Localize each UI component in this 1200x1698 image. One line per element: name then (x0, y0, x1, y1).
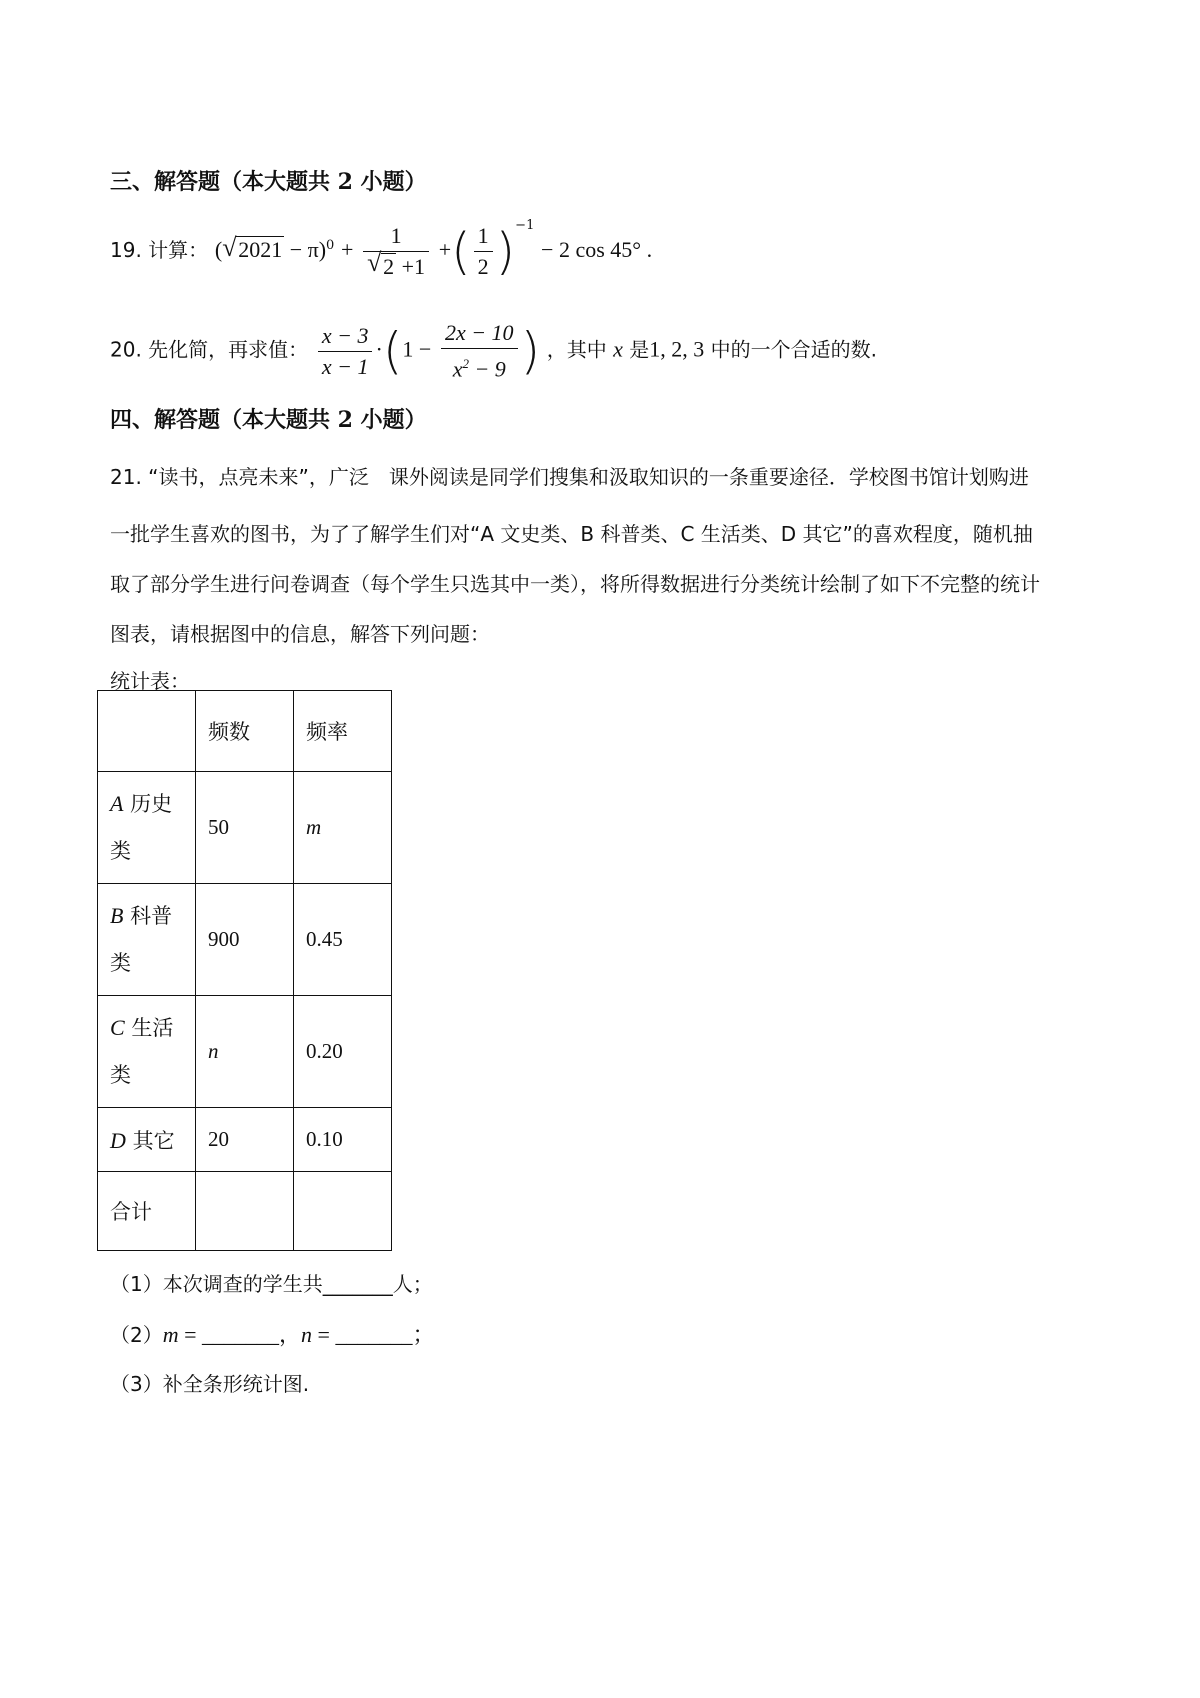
table-header-row (98, 691, 392, 772)
category-cell: A 历史 类 (98, 772, 196, 884)
table-total-row (98, 1172, 392, 1251)
question-21-line-3: 取了部分学生进行问卷调查（每个学生只选其中一类），将所得数据进行分类统计绘制了如下不完整的统计 (110, 572, 1040, 596)
fraction-2x-minus-10-over-x2-minus-9: $\frac{2x - 10}{x^2 - 9}$ (441, 318, 518, 384)
total-frequency-cell (196, 1172, 294, 1251)
total-label-cell: 合计 (98, 1172, 196, 1251)
category-cell: D 其它 (98, 1108, 196, 1172)
question-20-label: 20. 先化简，再求值： (110, 337, 309, 362)
fraction-x-minus-3-over-x-minus-1: $\frac{x - 3}{x - 1}$ (318, 321, 373, 382)
total-rate-cell (294, 1172, 392, 1251)
question-20: 20. 先化简，再求值： $\frac{x - 3}{x - 1}$ ·(1 − $\frac{2x - 10}{x^2 - 9}$ ) ，其中 x 是1, 2, 3 中的一个合适的数. (110, 318, 877, 384)
table-row (98, 996, 392, 1108)
frequency-cell: n (196, 996, 294, 1108)
sub-question-2: （2）m = _______，n = _______； (110, 1322, 435, 1347)
question-21-line-1: 21. “读书，点亮未来”，广泛 课外阅读是同学们搜集和汲取知识的一条重要途径．学校图书馆计划购进 (110, 465, 1029, 489)
frequency-cell: 20 (196, 1108, 294, 1172)
frequency-cell: 50 (196, 772, 294, 884)
header-cell-frequency: 频数 (196, 691, 294, 772)
fraction-one-half: $\frac{1}{2}$ (474, 221, 493, 282)
section-4-heading: 四、解答题（本大题共 2 小题） (110, 407, 427, 433)
table-row (98, 772, 392, 884)
statistics-table (97, 690, 392, 1251)
sqrt-2021: √ 2021 (222, 233, 283, 262)
question-21-line-2: 一批学生喜欢的图书，为了了解学生们对“A 文史类、B 科普类、C 生活类、D 其它”的喜欢程度，随机抽 (110, 522, 1033, 546)
frequency-cell: 900 (196, 884, 294, 996)
rate-cell: 0.10 (294, 1108, 392, 1172)
rate-cell: 0.45 (294, 884, 392, 996)
section-3-heading: 三、解答题（本大题共 2 小题） (110, 169, 427, 195)
table-caption: 统计表： (110, 669, 190, 693)
table-row (98, 884, 392, 996)
question-19-label: 19. 计算： (110, 238, 209, 262)
rate-cell: m (294, 772, 392, 884)
category-cell: C 生活 类 (98, 996, 196, 1108)
sub-question-1: （1）本次调查的学生共_______人； (110, 1272, 433, 1296)
question-21-line-4: 图表，请根据图中的信息，解答下列问题： (110, 622, 490, 646)
category-cell: B 科普 类 (98, 884, 196, 996)
sub-question-3: （3）补全条形统计图. (110, 1372, 310, 1396)
rate-cell: 0.20 (294, 996, 392, 1108)
fraction-1-over-sqrt2-plus-1: 1 √ 2 +1 (363, 221, 429, 282)
header-cell-blank (98, 691, 196, 772)
table-row (98, 1108, 392, 1172)
header-cell-rate: 频率 (294, 691, 392, 772)
question-19: 19. 计算： ( √ 2021 − π)$^0$ + 1 √ 2 +1 +( $\frac{1}{2}$ )$^{-1}$ − 2 cos 45° . (110, 218, 653, 281)
